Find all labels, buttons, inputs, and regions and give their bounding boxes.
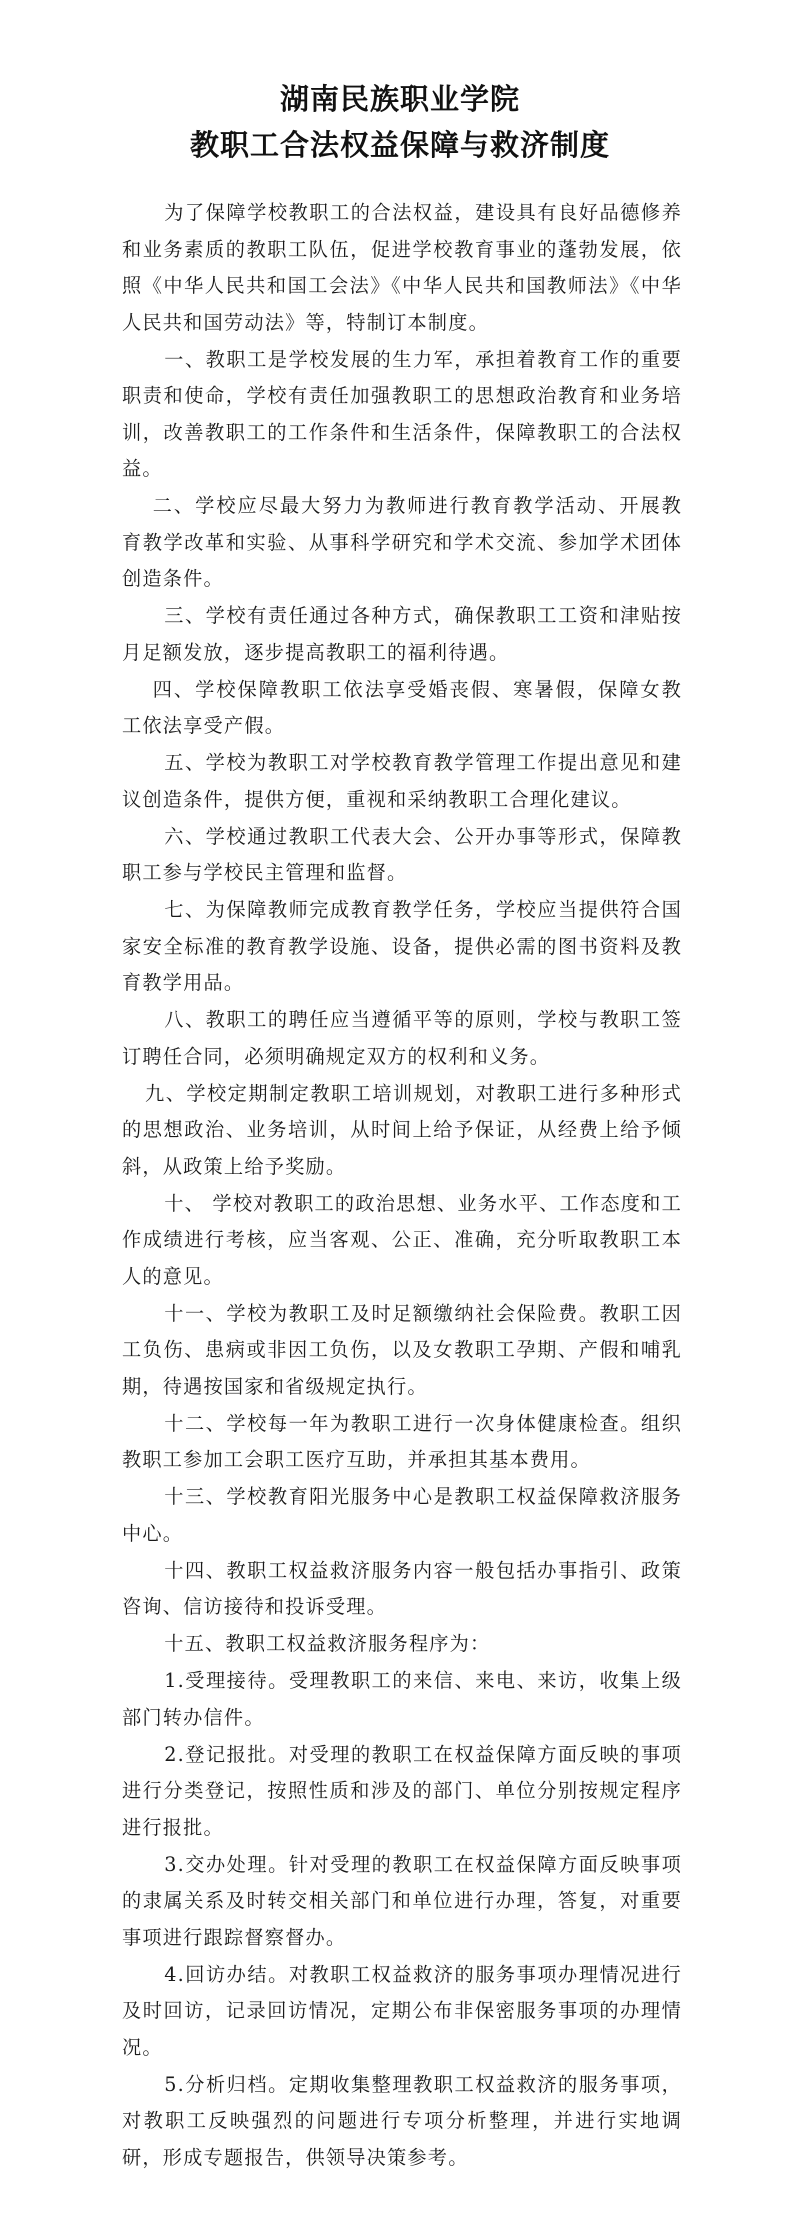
paragraph-step-2: 2.登记报批。对受理的教职工在权益保障方面反映的事项进行分类登记，按照性质和涉及的部门、单位分别按规定程序进行报批。: [122, 1742, 682, 1839]
paragraph-article-9: 九、学校定期制定教职工培训规划，对教职工进行多种形式的思想政治、业务培训，从时间上给予保证，从经费上给予倾斜，从政策上给予奖励。: [122, 1081, 682, 1178]
paragraph-article-4: 四、学校保障教职工依法享受婚丧假、寒暑假，保障女教工依法享受产假。: [122, 677, 682, 737]
paragraph-article-3: 三、学校有责任通过各种方式，确保教职工工资和津贴按月足额发放，逐步提高教职工的福利待遇。: [122, 604, 682, 664]
paragraph-article-5: 五、学校为教职工对学校教育教学管理工作提出意见和建议创造条件，提供方便，重视和采纳教职工合理化建议。: [122, 751, 682, 811]
paragraph-article-7: 七、为保障教师完成教育教学任务，学校应当提供符合国家安全标准的教育教学设施、设备，提供必需的图书资料及教育教学用品。: [122, 898, 682, 994]
paragraph-preamble: 为了保障学校教职工的合法权益，建设具有良好品德修养和业务素质的教职工队伍，促进学校教育事业的蓬勃发展，依照《中华人民共和国工会法》《中华人民共和国教师法》《中华人民共和国劳动法》等，特制订本制度。: [122, 201, 682, 334]
paragraph-article-11: 十一、学校为教职工及时足额缴纳社会保险费。教职工因工负伤、患病或非因工负伤，以及女教职工孕期、产假和哺乳期，待遇按国家和省级规定执行。: [122, 1301, 682, 1398]
paragraph-article-6: 六、学校通过教职工代表大会、公开办事等形式，保障教职工参与学校民主管理和监督。: [122, 824, 682, 884]
document-title: 教职工合法权益保障与救济制度: [189, 128, 610, 162]
paragraph-article-15: 十五、教职工权益救济服务程序为：: [164, 1632, 491, 1655]
paragraph-article-8: 八、教职工的聘任应当遵循平等的原则，学校与教职工签订聘任合同，必须明确规定双方的权利和义务。: [122, 1008, 682, 1068]
title-block: [0, 76, 800, 168]
paragraph-article-1: 一、教职工是学校发展的生力军，承担着教育工作的重要职责和使命，学校有责任加强教职工的思想政治教育和业务培训，改善教职工的工作条件和生活条件，保障教职工的合法权益。: [122, 347, 682, 480]
document-body: [122, 195, 682, 2177]
paragraph-article-2: 二、学校应尽最大努力为教师进行教育教学活动、开展教育教学改革和实验、从事科学研究和学术交流、参加学术团体创造条件。: [122, 494, 682, 590]
paragraph-article-13: 十三、学校教育阳光服务中心是教职工权益保障救济服务中心。: [122, 1485, 682, 1545]
paragraph-article-12: 十二、学校每一年为教职工进行一次身体健康检查。组织教职工参加工会职工医疗互助，并承担其基本费用。: [122, 1411, 682, 1471]
paragraph-article-10: 十、 学校对教职工的政治思想、业务水平、工作态度和工作成绩进行考核，应当客观、公正、准确，充分听取教职工本人的意见。: [122, 1191, 682, 1288]
paragraph-step-4: 4.回访办结。对教职工权益救济的服务事项办理情况进行及时回访，记录回访情况，定期公布非保密服务事项的办理情况。: [122, 1962, 682, 2059]
paragraph-step-5: 5.分析归档。定期收集整理教职工权益救济的服务事项，对教职工反映强烈的问题进行专项分析整理，并进行实地调研，形成专题报告，供领导决策参考。: [122, 2072, 682, 2169]
paragraph-step-1: 1.受理接待。受理教职工的来信、来电、来访，收集上级部门转办信件。: [122, 1669, 682, 1729]
school-name: 湖南民族职业学院: [279, 82, 520, 116]
paragraph-article-14: 十四、教职工权益救济服务内容一般包括办事指引、政策咨询、信访接待和投诉受理。: [122, 1558, 682, 1618]
paragraph-step-3: 3.交办处理。针对受理的教职工在权益保障方面反映事项的隶属关系及时转交相关部门和单位进行办理，答复，对重要事项进行跟踪督察督办。: [122, 1852, 682, 1949]
